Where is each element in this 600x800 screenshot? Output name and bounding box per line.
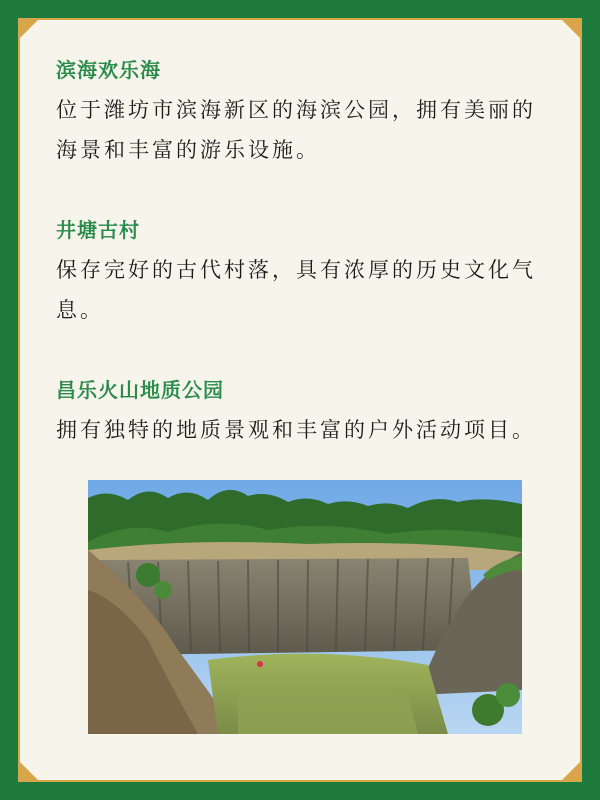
corner-ornament	[18, 18, 40, 40]
section-title: 井塘古村	[56, 218, 140, 242]
corner-ornament	[560, 18, 582, 40]
corner-ornament	[560, 760, 582, 782]
section-text: 拥有独特的地质景观和丰富的户外活动项目。	[56, 418, 536, 442]
section-text: 位于潍坊市滨海新区的海滨公园，拥有美丽的海景和丰富的游乐设施。	[56, 98, 536, 162]
section-binhai	[56, 56, 556, 170]
corner-ornament	[18, 760, 40, 782]
section-title: 滨海欢乐海	[56, 58, 161, 82]
section-jingtang	[56, 216, 556, 330]
section-changle	[56, 376, 556, 450]
volcano-park-photo	[88, 480, 522, 734]
section-title: 昌乐火山地质公园	[56, 378, 224, 402]
landscape-illustration	[88, 480, 522, 734]
content-card	[18, 18, 582, 782]
section-text: 保存完好的古代村落，具有浓厚的历史文化气息。	[56, 258, 536, 322]
